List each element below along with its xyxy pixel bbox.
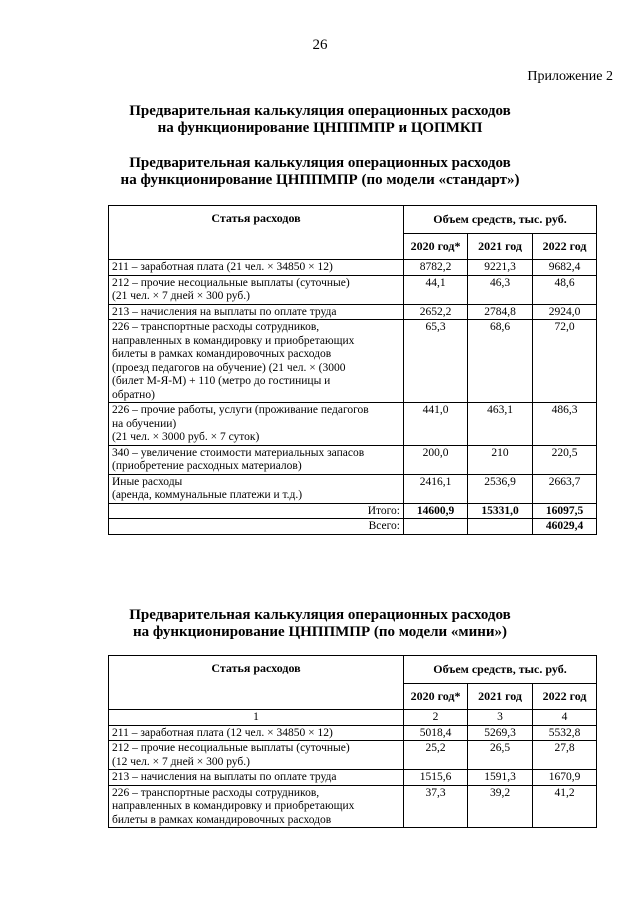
- row-value: 1591,3: [468, 770, 533, 786]
- total-value: 16097,5: [533, 503, 597, 519]
- table-row: [109, 725, 597, 741]
- row-value: 5269,3: [468, 725, 533, 741]
- header-year: 2021 год: [468, 684, 533, 710]
- row-value: 27,8: [533, 741, 597, 770]
- appendix-label: Приложение 2: [527, 69, 613, 84]
- row-value: 44,1: [404, 275, 468, 304]
- table-row: [109, 445, 597, 474]
- row-value: 9682,4: [533, 260, 597, 276]
- row-value: 2784,8: [468, 304, 533, 320]
- table-row: [109, 785, 597, 828]
- total-value: 14600,9: [404, 503, 468, 519]
- empty-cell: [404, 519, 468, 535]
- row-item: 211 – заработная плата (12 чел. × 34850 × 12): [109, 725, 404, 741]
- row-value: 5532,8: [533, 725, 597, 741]
- header-item: Статья расходов: [109, 656, 404, 710]
- grand-total-row: [109, 519, 597, 535]
- table-row: [109, 770, 597, 786]
- header-item: Статья расходов: [109, 206, 404, 260]
- row-value: 2652,2: [404, 304, 468, 320]
- row-value: 210: [468, 445, 533, 474]
- total-value: 15331,0: [468, 503, 533, 519]
- row-value: 441,0: [404, 403, 468, 446]
- row-value: 2663,7: [533, 474, 597, 503]
- row-value: 65,3: [404, 320, 468, 403]
- row-value: 26,5: [468, 741, 533, 770]
- table-row: [109, 320, 597, 403]
- row-item: Иные расходы (аренда, коммунальные платежи и т.д.): [109, 474, 404, 503]
- row-value: 1670,9: [533, 770, 597, 786]
- row-item: 226 – транспортные расходы сотрудников, направленных в командировку и приобретающих билеты в рамках командировочных расходов: [109, 785, 404, 828]
- main-title: Предварительная калькуляция операционных расходов на функционирование ЦНППМПР и ЦОПМКП: [129, 103, 511, 136]
- row-value: 2536,9: [468, 474, 533, 503]
- row-value: 39,2: [468, 785, 533, 828]
- row-value: 9221,3: [468, 260, 533, 276]
- total-label: Итого:: [109, 503, 404, 519]
- column-number: 1: [109, 710, 404, 726]
- row-value: 37,3: [404, 785, 468, 828]
- table-mini: [108, 655, 597, 828]
- row-value: 72,0: [533, 320, 597, 403]
- row-value: 220,5: [533, 445, 597, 474]
- table-row: [109, 275, 597, 304]
- table1-title: Предварительная калькуляция операционных расходов на функционирование ЦНППМПР (по модели «стандарт»): [120, 155, 520, 188]
- row-item: 213 – начисления на выплаты по оплате труда: [109, 304, 404, 320]
- row-value: 463,1: [468, 403, 533, 446]
- row-value: 8782,2: [404, 260, 468, 276]
- header-year: 2022 год: [533, 684, 597, 710]
- header-year: 2021 год: [468, 234, 533, 260]
- header-year: 2022 год: [533, 234, 597, 260]
- row-value: 46,3: [468, 275, 533, 304]
- header-year: 2020 год*: [404, 684, 468, 710]
- column-number-row: [109, 710, 597, 726]
- column-number: 2: [404, 710, 468, 726]
- row-value: 200,0: [404, 445, 468, 474]
- row-item: 226 – транспортные расходы сотрудников, направленных в командировку и приобретающих билеты в рамках командировочных расходов (проезд педагогов на обучение) (21 чел. × (3000 (билет М-Я-М) + 110 (метро до гостиницы и обратно): [109, 320, 404, 403]
- grand-total-value: 46029,4: [533, 519, 597, 535]
- row-value: 48,6: [533, 275, 597, 304]
- table-row: [109, 741, 597, 770]
- table-row: [109, 403, 597, 446]
- table2-title: Предварительная калькуляция операционных расходов на функционирование ЦНППМПР (по модели «мини»): [129, 607, 511, 640]
- header-volume: Объем средств, тыс. руб.: [404, 656, 597, 684]
- row-item: 340 – увеличение стоимости материальных запасов (приобретение расходных материалов): [109, 445, 404, 474]
- table-row: [109, 304, 597, 320]
- row-item: 212 – прочие несоциальные выплаты (суточные) (12 чел. × 7 дней × 300 руб.): [109, 741, 404, 770]
- row-item: 212 – прочие несоциальные выплаты (суточные) (21 чел. × 7 дней × 300 руб.): [109, 275, 404, 304]
- table-standard: [108, 205, 597, 535]
- table-row: [109, 474, 597, 503]
- row-value: 41,2: [533, 785, 597, 828]
- row-item: 213 – начисления на выплаты по оплате труда: [109, 770, 404, 786]
- row-value: 25,2: [404, 741, 468, 770]
- row-value: 486,3: [533, 403, 597, 446]
- row-value: 1515,6: [404, 770, 468, 786]
- page-number: 26: [312, 37, 328, 53]
- empty-cell: [468, 519, 533, 535]
- row-value: 2924,0: [533, 304, 597, 320]
- column-number: 4: [533, 710, 597, 726]
- total-row: [109, 503, 597, 519]
- table-row: [109, 260, 597, 276]
- header-volume: Объем средств, тыс. руб.: [404, 206, 597, 234]
- grand-total-label: Всего:: [109, 519, 404, 535]
- row-value: 2416,1: [404, 474, 468, 503]
- header-year: 2020 год*: [404, 234, 468, 260]
- row-value: 5018,4: [404, 725, 468, 741]
- column-number: 3: [468, 710, 533, 726]
- row-value: 68,6: [468, 320, 533, 403]
- row-item: 226 – прочие работы, услуги (проживание педагогов на обучении) (21 чел. × 3000 руб. × 7 суток): [109, 403, 404, 446]
- row-item: 211 – заработная плата (21 чел. × 34850 × 12): [109, 260, 404, 276]
